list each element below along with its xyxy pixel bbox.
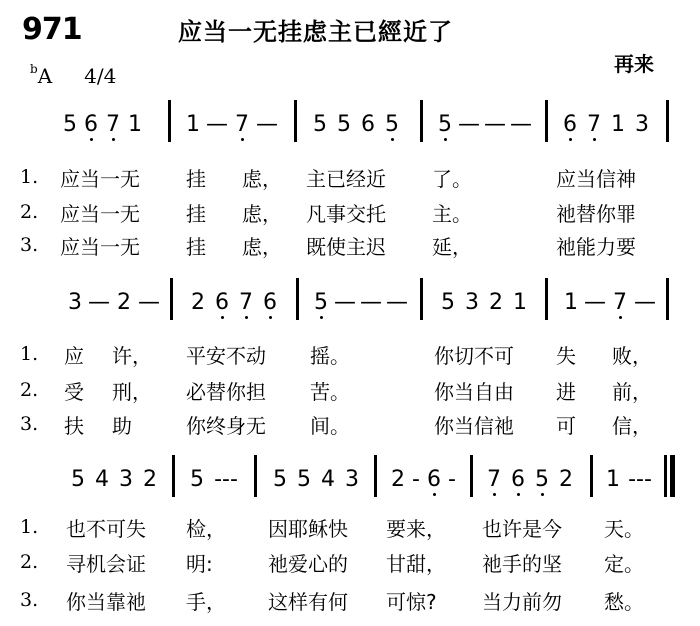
lyric: 当力前勿	[482, 590, 562, 614]
measure-1-1	[60, 112, 146, 137]
note: 2	[191, 290, 205, 315]
lyric: 手，	[186, 590, 226, 614]
note: 7	[230, 112, 254, 137]
lyric: 许，	[112, 344, 152, 368]
lyric: 定。	[604, 552, 644, 576]
barline	[420, 278, 423, 320]
lyric: 败，	[612, 344, 652, 368]
lyric: 天。	[604, 517, 644, 541]
note: 5	[297, 467, 311, 492]
hymn-number: 971	[22, 12, 82, 47]
lyric: 挂	[186, 235, 206, 259]
note: 5	[190, 467, 204, 492]
lyric: 祂替你罪	[556, 202, 636, 226]
measure-3-6	[604, 467, 658, 492]
note: —	[458, 112, 480, 137]
measure-2-2	[186, 290, 282, 315]
lyric: 进	[556, 380, 576, 404]
note: 1	[606, 467, 620, 492]
lyric: 间。	[310, 414, 350, 438]
barline	[545, 100, 548, 142]
note: 4	[321, 467, 335, 492]
note: 3	[68, 290, 82, 315]
lyric: 必替你担	[186, 380, 266, 404]
note: 1	[564, 290, 578, 315]
barline	[590, 455, 593, 497]
verse-number: 1.	[20, 516, 39, 538]
note: —	[334, 290, 356, 315]
note: —	[484, 112, 506, 137]
measure-3-4	[388, 467, 460, 492]
barline	[420, 100, 423, 142]
note: 2	[489, 290, 503, 315]
lyric: 凡事交托	[306, 202, 386, 226]
lyric: 应当一无	[60, 167, 140, 191]
lyric: 前，	[612, 380, 652, 404]
note: 5	[530, 467, 554, 492]
lyric: 虑，	[242, 167, 282, 191]
lyric: 寻机会证	[66, 552, 146, 576]
measure-3-5	[482, 467, 578, 492]
lyric: 应当一无	[60, 202, 140, 226]
note: 5	[337, 112, 351, 137]
barline	[664, 455, 667, 497]
barline	[294, 100, 297, 142]
note: -	[412, 467, 420, 492]
note: 1	[186, 112, 200, 137]
measure-1-4	[434, 112, 534, 137]
lyric: 祂手的坚	[482, 552, 562, 576]
measure-3-1	[66, 467, 162, 492]
lyric: 虑，	[242, 202, 282, 226]
lyric: 信，	[612, 414, 652, 438]
note: 6	[361, 112, 375, 137]
barline	[168, 100, 171, 142]
hymn-author: 再来	[614, 52, 654, 76]
note: 6	[258, 290, 282, 315]
lyric: 失	[556, 344, 576, 368]
barline	[666, 278, 669, 320]
barline	[470, 455, 473, 497]
lyric: 摇。	[310, 344, 350, 368]
note: 2	[143, 467, 157, 492]
note: 5	[380, 112, 404, 137]
verse-number: 3.	[20, 413, 39, 435]
note: 2	[559, 467, 573, 492]
note: -	[448, 467, 456, 492]
lyric: 祂能力要	[556, 235, 636, 259]
note: 6	[80, 112, 102, 137]
note: 3	[635, 112, 649, 137]
key-signature	[30, 64, 116, 88]
note: —	[206, 112, 228, 137]
measure-2-3	[310, 290, 410, 315]
note: 4	[95, 467, 109, 492]
note: 2	[391, 467, 405, 492]
note: 5	[71, 467, 85, 492]
barline	[172, 455, 175, 497]
lyric: 挂	[186, 202, 206, 226]
barline	[254, 455, 257, 497]
note: 7	[482, 467, 506, 492]
measure-1-5	[558, 112, 654, 137]
note: 5	[441, 290, 455, 315]
note: 5	[310, 290, 332, 315]
flat-sign: b	[30, 62, 38, 77]
lyric: 你当信祂	[434, 414, 514, 438]
verse-number: 1.	[20, 343, 39, 365]
lyric: 应	[64, 344, 84, 368]
lyric: 你当靠祂	[66, 590, 146, 614]
note: —	[584, 290, 606, 315]
lyric: 要来，	[386, 517, 446, 541]
note: 5	[434, 112, 456, 137]
key-name: A	[37, 64, 53, 88]
lyric: 因耶稣快	[268, 517, 348, 541]
lyric: 可惊?	[386, 590, 437, 614]
note: 5	[63, 112, 77, 137]
verse-number: 2.	[20, 379, 39, 401]
measure-1-2	[182, 112, 280, 137]
note: 5	[273, 467, 287, 492]
measure-1-3	[308, 112, 404, 137]
note: 1	[128, 112, 142, 137]
note: 6	[558, 112, 582, 137]
barline	[296, 278, 299, 320]
measure-2-1	[64, 290, 162, 315]
lyric: 助	[112, 414, 132, 438]
note: —	[88, 290, 110, 315]
lyric: 受	[64, 380, 84, 404]
barline	[374, 455, 377, 497]
verse-number: 3.	[20, 589, 39, 611]
lyric: 挂	[186, 167, 206, 191]
barline	[545, 278, 548, 320]
lyric: 也许是今	[482, 517, 562, 541]
note: 3	[119, 467, 133, 492]
measure-2-4	[436, 290, 532, 315]
verse-number: 2.	[20, 551, 39, 573]
note: 7	[234, 290, 258, 315]
verse-number: 2.	[20, 201, 39, 223]
measure-2-5	[560, 290, 658, 315]
lyric: 检，	[186, 517, 226, 541]
lyric: 既使主迟	[306, 235, 386, 259]
measure-3-2	[186, 467, 244, 492]
lyric: 主已经近	[306, 167, 386, 191]
hymn-title: 应当一无挂虑主已經近了	[178, 18, 453, 46]
note: 7	[582, 112, 606, 137]
note: ---	[214, 467, 238, 492]
note: 3	[465, 290, 479, 315]
lyric: 应当一无	[60, 235, 140, 259]
time-signature: 4/4	[84, 64, 117, 88]
final-barline	[670, 455, 675, 497]
note: —	[386, 290, 408, 315]
verse-number: 3.	[20, 234, 39, 256]
note: 6	[506, 467, 530, 492]
lyric: 应当信神	[556, 167, 636, 191]
note: 7	[102, 112, 124, 137]
lyric: 你切不可	[434, 344, 514, 368]
note: 5	[313, 112, 327, 137]
note: 2	[117, 290, 131, 315]
lyric: 苦。	[310, 380, 350, 404]
barline	[170, 278, 173, 320]
note: —	[634, 290, 656, 315]
note: —	[256, 112, 278, 137]
lyric: 虑，	[242, 235, 282, 259]
note: ---	[628, 467, 652, 492]
note: —	[360, 290, 382, 315]
note: —	[510, 112, 532, 137]
measure-3-3	[268, 467, 364, 492]
note: —	[138, 290, 160, 315]
lyric: 刑，	[112, 380, 152, 404]
lyric: 甘甜，	[386, 552, 446, 576]
note: 3	[345, 467, 359, 492]
note: 1	[611, 112, 625, 137]
lyric: 平安不动	[186, 344, 266, 368]
note: 1	[513, 290, 527, 315]
lyric: 可	[556, 414, 576, 438]
lyric: 愁。	[604, 590, 644, 614]
lyric: 主。	[432, 202, 472, 226]
barline	[666, 100, 669, 142]
lyric: 扶	[64, 414, 84, 438]
verse-number: 1.	[20, 166, 39, 188]
lyric: 明:	[186, 552, 213, 576]
lyric: 你当自由	[434, 380, 514, 404]
lyric: 也不可失	[66, 517, 146, 541]
lyric: 延，	[432, 235, 472, 259]
note: 6	[424, 467, 444, 492]
note: 7	[608, 290, 632, 315]
lyric: 你终身无	[186, 414, 266, 438]
lyric: 这样有何	[268, 590, 348, 614]
lyric: 祂爱心的	[268, 552, 348, 576]
note: 6	[210, 290, 234, 315]
lyric: 了。	[432, 167, 472, 191]
